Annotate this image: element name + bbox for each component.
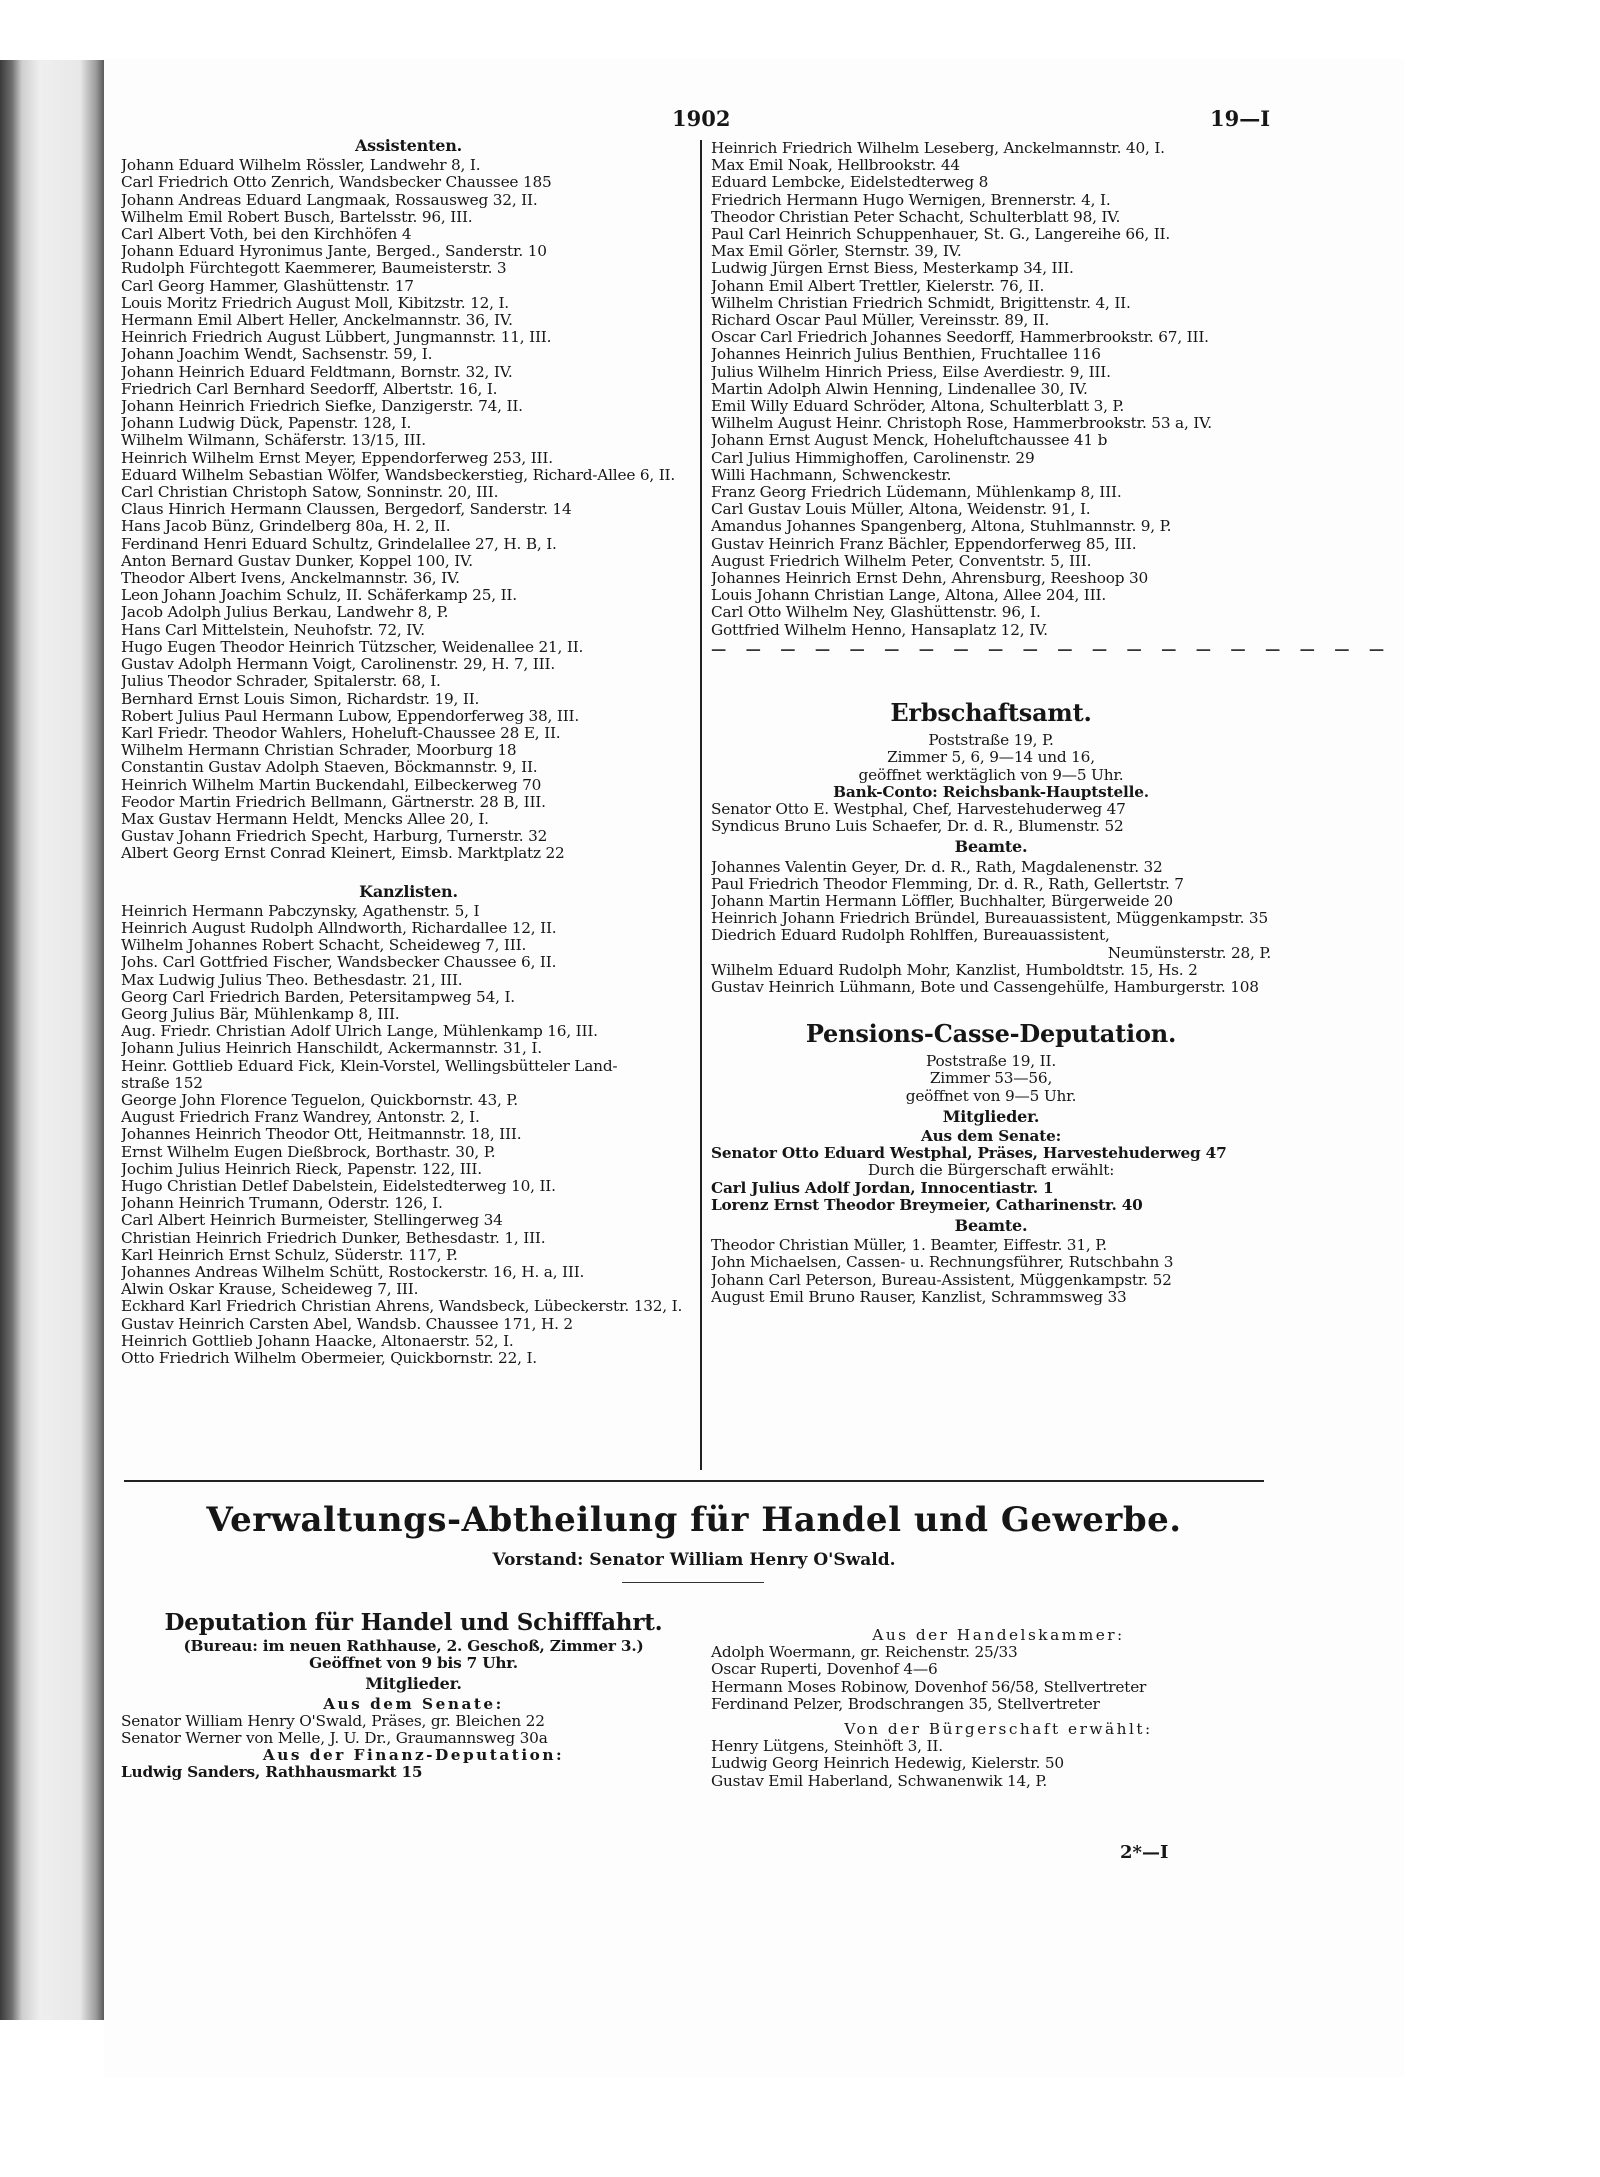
assistent-entry: Oscar Carl Friedrich Johannes Seedorff, Hammerbrookstr. 67, III.	[711, 329, 1209, 347]
kanzlist-entry: Jochim Julius Heinrich Rieck, Papenstr. 122, III.	[121, 1160, 482, 1178]
kanzlist-entry: Heinr. Gottlieb Eduard Fick, Klein-Vorstel, Wellingsbütteler Land-	[121, 1057, 618, 1075]
assistent-entry: Eduard Lembcke, Eidelstedterweg 8	[711, 174, 989, 192]
kanzlist-entry: Heinrich August Rudolph Allndworth, Richardallee 12, II.	[121, 919, 557, 937]
assistent-entry: Johann Heinrich Friedrich Siefke, Danzigerstr. 74, II.	[121, 398, 523, 416]
assistent-entry: Leon Johann Joachim Schulz, II. Schäferkamp 25, II.	[121, 587, 517, 605]
kanzlist-entry: Wilhelm Johannes Robert Schacht, Scheideweg 7, III.	[121, 937, 527, 955]
pensions-buergerschaft-member: Carl Julius Adolf Jordan, Innocentiastr. 1	[711, 1179, 1054, 1197]
pensions-beamter: Theodor Christian Müller, 1. Beamter, Eiffestr. 31, P.	[711, 1237, 1107, 1255]
deputation-senate-heading: Aus dem Senate:	[323, 1694, 504, 1713]
main-section-title: Verwaltungs-Abtheilung für Handel und Gewerbe.	[206, 1500, 1182, 1540]
assistent-entry: Max Gustav Hermann Heldt, Mencks Allee 20, I.	[121, 810, 489, 828]
page-header-year: 1902	[672, 106, 731, 131]
assistent-entry: Constantin Gustav Adolph Staeven, Böckmannstr. 9, II.	[121, 759, 538, 777]
section-rule	[124, 1480, 1264, 1482]
assistent-entry: Hermann Emil Albert Heller, Anckelmannstr. 36, IV.	[121, 312, 513, 330]
assistent-entry: Wilhelm August Heinr. Christoph Rose, Hammerbrookstr. 53 a, IV.	[711, 415, 1212, 433]
kanzlist-entry: Johann Julius Heinrich Hanschildt, Ackermannstr. 31, I.	[121, 1040, 542, 1058]
assistent-entry: Wilhelm Wilmann, Schäferstr. 13/15, III.	[121, 432, 426, 450]
erbschaftsamt-leaders	[711, 801, 1271, 835]
assistent-entry: Ferdinand Henri Eduard Schultz, Grindelallee 27, H. B, I.	[121, 535, 557, 553]
assistent-entry: Johann Heinrich Eduard Feldtmann, Bornstr. 32, IV.	[121, 363, 513, 381]
assistent-entry: Theodor Christian Peter Schacht, Schulterblatt 98, IV.	[711, 208, 1121, 226]
kanzlist-entry: Aug. Friedr. Christian Adolf Ulrich Lange, Mühlenkamp 16, III.	[121, 1023, 598, 1041]
assistent-entry: Hugo Eugen Theodor Heinrich Tützscher, Weidenallee 21, II.	[121, 638, 584, 656]
assistent-entry: Johann Andreas Eduard Langmaak, Rossausweg 32, II.	[121, 191, 538, 209]
erbschaftsamt-beamter: Gustav Heinrich Lühmann, Bote und Cassengehülfe, Hamburgerstr. 108	[711, 978, 1259, 996]
assistent-entry: Jacob Adolph Julius Berkau, Landwehr 8, P.	[121, 604, 449, 622]
assistent-entry: Ludwig Jürgen Ernst Biess, Mesterkamp 34, III.	[711, 260, 1074, 278]
erbschaftsamt-beamter: Johann Martin Hermann Löffler, Buchhalter, Bürgerweide 20	[711, 892, 1173, 910]
kanzlist-entry: Otto Friedrich Wilhelm Obermeier, Quickbornstr. 22, I.	[121, 1350, 537, 1368]
kanzlist-entry: Johannes Heinrich Theodor Ott, Heitmannstr. 18, III.	[121, 1126, 522, 1144]
deputation-left	[121, 1608, 706, 1782]
deputation-mitglieder-heading: Mitglieder.	[365, 1674, 462, 1694]
assistent-entry: Gustav Johann Friedrich Specht, Harburg, Turnerstr. 32	[121, 828, 548, 846]
pensions-senate-member: Senator Otto Eduard Westphal, Präses, Harvestehuderweg 47	[711, 1145, 1227, 1163]
deputation-senate-member: Senator William Henry O'Swald, Präses, gr. Bleichen 22	[121, 1712, 545, 1730]
deputation-finanz-heading: Aus der Finanz-Deputation:	[262, 1746, 565, 1765]
assistent-entry: Wilhelm Christian Friedrich Schmidt, Brigittenstr. 4, II.	[711, 294, 1131, 312]
continued-assistenten-list	[711, 140, 1271, 639]
kanzlist-entry: Johann Heinrich Trumann, Oderstr. 126, I.	[121, 1195, 443, 1213]
pensions-beamter: John Michaelsen, Cassen- u. Rechnungsführer, Rutschbahn 3	[711, 1254, 1174, 1272]
erbschaftsamt-beamter: Diedrich Eduard Rudolph Rohlffen, Bureauassistent,	[711, 927, 1110, 945]
erbschaftsamt-beamter: Neumünsterstr. 28, P.	[1107, 944, 1271, 962]
pensions-beamte-list	[711, 1237, 1271, 1306]
pensions-mitglieder-heading: Mitglieder.	[942, 1106, 1040, 1126]
footer-signature: 2*—I	[1120, 1842, 1169, 1863]
assistenten-list	[121, 157, 696, 862]
assistent-entry: August Friedrich Wilhelm Peter, Conventstr. 5, III.	[711, 552, 1092, 570]
assistent-entry: Wilhelm Emil Robert Busch, Bartelsstr. 96, III.	[121, 208, 473, 226]
assistent-entry: Gustav Heinrich Franz Bächler, Eppendorferweg 85, III.	[711, 535, 1137, 553]
assistent-entry: Willi Hachmann, Schwenckestr.	[711, 466, 952, 484]
short-rule	[622, 1582, 764, 1583]
assistent-entry: Max Emil Noak, Hellbrookstr. 44	[711, 157, 960, 175]
assistent-entry: Johannes Heinrich Ernst Dehn, Ahrensburg, Reeshoop 30	[711, 570, 1149, 588]
assistent-entry: Gottfried Wilhelm Henno, Hansaplatz 12, IV.	[711, 621, 1048, 639]
kanzlisten-heading: Kanzlisten.	[359, 881, 458, 901]
assistent-entry: Heinrich Wilhelm Martin Buckendahl, Eilbeckerweg 70	[121, 776, 542, 794]
deputation-right	[711, 1627, 1286, 1790]
assistenten-heading: Assistenten.	[354, 136, 463, 155]
erbschaftsamt-beamte-list	[711, 859, 1271, 997]
erbschaftsamt-beamter: Johannes Valentin Geyer, Dr. d. R., Rath, Magdalenenstr. 32	[711, 858, 1163, 876]
deputation-finanz-member: Ludwig Sanders, Rathhausmarkt 15	[121, 1764, 423, 1782]
kanzlist-entry: Ernst Wilhelm Eugen Dießbrock, Borthastr. 30, P.	[121, 1143, 496, 1161]
pensions-rooms: Zimmer 53—56,	[929, 1069, 1053, 1088]
column-divider	[700, 140, 702, 1470]
assistent-entry: Carl Gustav Louis Müller, Altona, Weidenstr. 91, I.	[711, 501, 1091, 519]
assistent-entry: Johann Ernst August Menck, Hoheluftchaussee 41 b	[711, 432, 1108, 450]
kanzlist-entry: Christian Heinrich Friedrich Dunker, Bethesdastr. 1, III.	[121, 1229, 546, 1247]
assistent-entry: Louis Johann Christian Lange, Altona, Allee 204, III.	[711, 587, 1106, 605]
pensions-beamte-heading: Beamte.	[954, 1215, 1028, 1235]
pensions-buergerschaft-heading: Durch die Bürgerschaft erwählt:	[867, 1161, 1115, 1180]
left-column	[121, 134, 696, 1367]
assistent-entry: Karl Friedr. Theodor Wahlers, Hoheluft-Chaussee 28 E, II.	[121, 724, 561, 742]
erbschaftsamt-beamter: Paul Friedrich Theodor Flemming, Dr. d. R., Rath, Gellertstr. 7	[711, 875, 1184, 893]
pensions-senate-heading: Aus dem Senate:	[920, 1126, 1062, 1145]
handelskammer-member: Hermann Moses Robinow, Dovenhof 56/58, Stellvertreter	[711, 1678, 1147, 1696]
erbschaftsamt-title: Erbschaftsamt.	[890, 698, 1092, 728]
assistent-entry: Carl Albert Voth, bei den Kirchhöfen 4	[121, 226, 412, 244]
assistent-entry: Johann Joachim Wendt, Sachsenstr. 59, I.	[121, 346, 433, 364]
erbschaftsamt-beamte-heading: Beamte.	[954, 837, 1028, 857]
assistent-entry: Johann Eduard Hyronimus Jante, Berged., Sanderstr. 10	[121, 243, 547, 261]
assistent-entry: Gustav Adolph Hermann Voigt, Carolinenstr. 29, H. 7, III.	[121, 656, 555, 674]
assistent-entry: Franz Georg Friedrich Lüdemann, Mühlenkamp 8, III.	[711, 484, 1122, 502]
assistent-entry: Rudolph Fürchtegott Kaemmerer, Baumeisterstr. 3	[121, 260, 507, 278]
deputation-buergerschaft-list	[711, 1738, 1286, 1790]
erbschaftsamt-beamter: Wilhelm Eduard Rudolph Mohr, Kanzlist, Humboldtstr. 15, Hs. 2	[711, 961, 1198, 979]
kanzlist-entry: Alwin Oskar Krause, Scheideweg 7, III.	[121, 1281, 419, 1299]
right-column	[711, 140, 1392, 1306]
assistent-entry: Carl Otto Wilhelm Ney, Glashüttenstr. 96, I.	[711, 604, 1041, 622]
assistent-entry: Hans Jacob Bünz, Grindelberg 80a, H. 2, II.	[121, 518, 451, 536]
kanzlist-entry: Eckhard Karl Friedrich Christian Ahrens, Wandsbeck, Lübeckerstr. 132, I.	[121, 1298, 683, 1316]
assistent-entry: Carl Georg Hammer, Glashüttenstr. 17	[121, 277, 414, 295]
deputation-senate-list	[121, 1713, 706, 1747]
erbschaftsamt-bank: Bank-Conto: Reichsbank-Hauptstelle.	[833, 782, 1149, 801]
erbschaftsamt-leader: Syndicus Bruno Luis Schaefer, Dr. d. R., Blumenstr. 52	[711, 818, 1124, 836]
kanzlist-entry: Carl Albert Heinrich Burmeister, Stellingerweg 34	[121, 1212, 503, 1230]
deputation-bureau: (Bureau: im neuen Rathhause, 2. Geschoß, Zimmer 3.)	[183, 1637, 644, 1655]
kanzlist-entry: Johannes Andreas Wilhelm Schütt, Rostockerstr. 16, H. a, III.	[121, 1264, 585, 1281]
assistent-entry: Claus Hinrich Hermann Claussen, Bergedorf, Sanderstr. 14	[121, 501, 572, 519]
assistent-entry: Emil Willy Eduard Schröder, Altona, Schulterblatt 3, P.	[711, 398, 1125, 416]
assistent-entry: Johann Emil Albert Trettler, Kielerstr. 76, II.	[711, 277, 1045, 295]
kanzlist-entry: Karl Heinrich Ernst Schulz, Süderstr. 117, P.	[121, 1246, 458, 1264]
assistent-entry: Theodor Albert Ivens, Anckelmannstr. 36, IV.	[121, 570, 460, 588]
deputation-buergerschaft-member: Ludwig Georg Heinrich Hedewig, Kielerstr. 50	[711, 1755, 1064, 1773]
kanzlist-entry: Johs. Carl Gottfried Fischer, Wandsbecker Chaussee 6, II.	[121, 954, 557, 972]
handelskammer-heading: Aus der Handelskammer:	[872, 1626, 1125, 1644]
assistent-entry: Heinrich Wilhelm Ernst Meyer, Eppendorferweg 253, III.	[121, 449, 553, 467]
erbschaftsamt-leader: Senator Otto E. Westphal, Chef, Harvestehuderweg 47	[711, 800, 1126, 818]
assistent-entry: Julius Theodor Schrader, Spitalerstr. 68, I.	[121, 673, 441, 691]
erbschaftsamt-beamter: Heinrich Johann Friedrich Bründel, Bureauassistent, Müggenkampstr. 35	[711, 910, 1268, 928]
assistent-entry: Friedrich Carl Bernhard Seedorff, Albertstr. 16, I.	[121, 380, 498, 398]
erbschaftsamt-rooms: Zimmer 5, 6, 9—14 und 16,	[887, 748, 1095, 767]
assistent-entry: Martin Adolph Alwin Henning, Lindenallee 30, IV.	[711, 380, 1088, 398]
kanzlist-entry: Heinrich Gottlieb Johann Haacke, Altonaerstr. 52, I.	[121, 1332, 514, 1350]
assistent-entry: Anton Bernard Gustav Dunker, Koppel 100, IV.	[121, 552, 473, 570]
pensions-beamter: Johann Carl Peterson, Bureau-Assistent, Müggenkampstr. 52	[711, 1271, 1172, 1289]
dash-rule: — — — — — — — — — — — — — — — — — — — —	[711, 639, 1392, 658]
assistent-entry: Louis Moritz Friedrich August Moll, Kibitzstr. 12, I.	[121, 294, 509, 312]
page-header-number: 19—I	[1210, 106, 1271, 131]
deputation-buergerschaft-member: Gustav Emil Haberland, Schwanenwik 14, P.	[711, 1772, 1048, 1790]
assistent-entry: Paul Carl Heinrich Schuppenhauer, St. G., Langereihe 66, II.	[711, 226, 1171, 244]
assistent-entry: Eduard Wilhelm Sebastian Wölfer, Wandsbeckerstieg, Richard-Allee 6, II.	[121, 466, 676, 484]
assistent-entry: Heinrich Friedrich Wilhelm Leseberg, Anckelmannstr. 40, I.	[711, 140, 1165, 157]
assistent-entry: Carl Christian Christoph Satow, Sonninstr. 20, III.	[121, 484, 499, 502]
deputation-buergerschaft-member: Henry Lütgens, Steinhöft 3, II.	[711, 1738, 943, 1756]
pensions-buergerschaft-member: Lorenz Ernst Theodor Breymeier, Catharinenstr. 40	[711, 1196, 1143, 1214]
handelskammer-member: Adolph Woermann, gr. Reichenstr. 25/33	[711, 1644, 1018, 1662]
assistent-entry: Johann Eduard Wilhelm Rössler, Landwehr 8, I.	[121, 157, 481, 175]
kanzlist-entry: Gustav Heinrich Carsten Abel, Wandsb. Chaussee 171, H. 2	[121, 1315, 573, 1333]
kanzlisten-list	[121, 903, 696, 1367]
assistent-entry: Max Emil Görler, Sternstr. 39, IV.	[711, 243, 962, 261]
deputation-title: Deputation für Handel und Schifffahrt.	[164, 1609, 663, 1636]
pensions-buergerschaft-list	[711, 1180, 1271, 1214]
erbschaftsamt-address: Poststraße 19, P.	[928, 731, 1054, 750]
kanzlist-entry: Heinrich Hermann Pabczynsky, Agathenstr. 5, I	[121, 902, 480, 920]
assistent-entry: Carl Friedrich Otto Zenrich, Wandsbecker Chaussee 185	[121, 174, 552, 192]
kanzlist-entry: Georg Carl Friedrich Barden, Petersitampweg 54, I.	[121, 988, 515, 1006]
assistent-entry: Albert Georg Ernst Conrad Kleinert, Eimsb. Marktplatz 22	[121, 845, 565, 863]
pensions-title: Pensions-Casse-Deputation.	[805, 1019, 1177, 1049]
kanzlist-entry: Georg Julius Bär, Mühlenkamp 8, III.	[121, 1005, 400, 1023]
assistent-entry: Carl Julius Himmighoffen, Carolinenstr. 29	[711, 449, 1035, 467]
main-section-vorstand: Vorstand: Senator William Henry O'Swald.	[492, 1550, 896, 1570]
assistent-entry: Johannes Heinrich Julius Benthien, Fruchtallee 116	[711, 346, 1101, 364]
deputation-buergerschaft-heading: Von der Bürgerschaft erwählt:	[844, 1720, 1153, 1739]
assistent-entry: Richard Oscar Paul Müller, Vereinsstr. 89, II.	[711, 312, 1050, 330]
kanzlist-entry: Max Ludwig Julius Theo. Bethesdastr. 21, III.	[121, 971, 463, 989]
assistent-entry: Amandus Johannes Spangenberg, Altona, Stuhlmannstr. 9, P.	[711, 518, 1172, 536]
handelskammer-member: Ferdinand Pelzer, Brodschrangen 35, Stellvertreter	[711, 1695, 1100, 1713]
pensions-hours: geöffnet von 9—5 Uhr.	[905, 1086, 1077, 1105]
assistent-entry: Hans Carl Mittelstein, Neuhofstr. 72, IV.	[121, 621, 425, 639]
assistent-entry: Bernhard Ernst Louis Simon, Richardstr. 19, II.	[121, 690, 480, 708]
handelskammer-list	[711, 1644, 1286, 1713]
kanzlist-entry: August Friedrich Franz Wandrey, Antonstr. 2, I.	[121, 1109, 480, 1127]
assistent-entry: Feodor Martin Friedrich Bellmann, Gärtnerstr. 28 B, III.	[121, 793, 546, 811]
pensions-address: Poststraße 19, II.	[926, 1052, 1056, 1071]
assistent-entry: Julius Wilhelm Hinrich Priess, Eilse Averdiestr. 9, III.	[711, 363, 1111, 381]
book-binding-edge	[0, 60, 104, 2020]
pensions-beamter: August Emil Bruno Rauser, Kanzlist, Schrammsweg 33	[711, 1288, 1127, 1306]
deputation-hours: Geöffnet von 9 bis 7 Uhr.	[309, 1654, 518, 1673]
assistent-entry: Johann Ludwig Dück, Papenstr. 128, I.	[121, 415, 412, 433]
deputation-senate-member: Senator Werner von Melle, J. U. Dr., Graumannsweg 30a	[121, 1730, 548, 1748]
assistent-entry: Robert Julius Paul Hermann Lubow, Eppendorferweg 38, III.	[121, 707, 580, 725]
kanzlist-entry: straße 152	[121, 1074, 203, 1092]
erbschaftsamt-hours: geöffnet werktäglich von 9—5 Uhr.	[858, 765, 1124, 784]
kanzlist-entry: George John Florence Teguelon, Quickbornstr. 43, P.	[121, 1091, 518, 1109]
assistent-entry: Friedrich Hermann Hugo Wernigen, Brennerstr. 4, I.	[711, 191, 1111, 209]
handelskammer-member: Oscar Ruperti, Dovenhof 4—6	[711, 1661, 938, 1679]
assistent-entry: Heinrich Friedrich August Lübbert, Jungmannstr. 11, III.	[121, 329, 552, 347]
kanzlist-entry: Hugo Christian Detlef Dabelstein, Eidelstedterweg 10, II.	[121, 1177, 556, 1195]
assistent-entry: Wilhelm Hermann Christian Schrader, Moorburg 18	[121, 742, 517, 760]
